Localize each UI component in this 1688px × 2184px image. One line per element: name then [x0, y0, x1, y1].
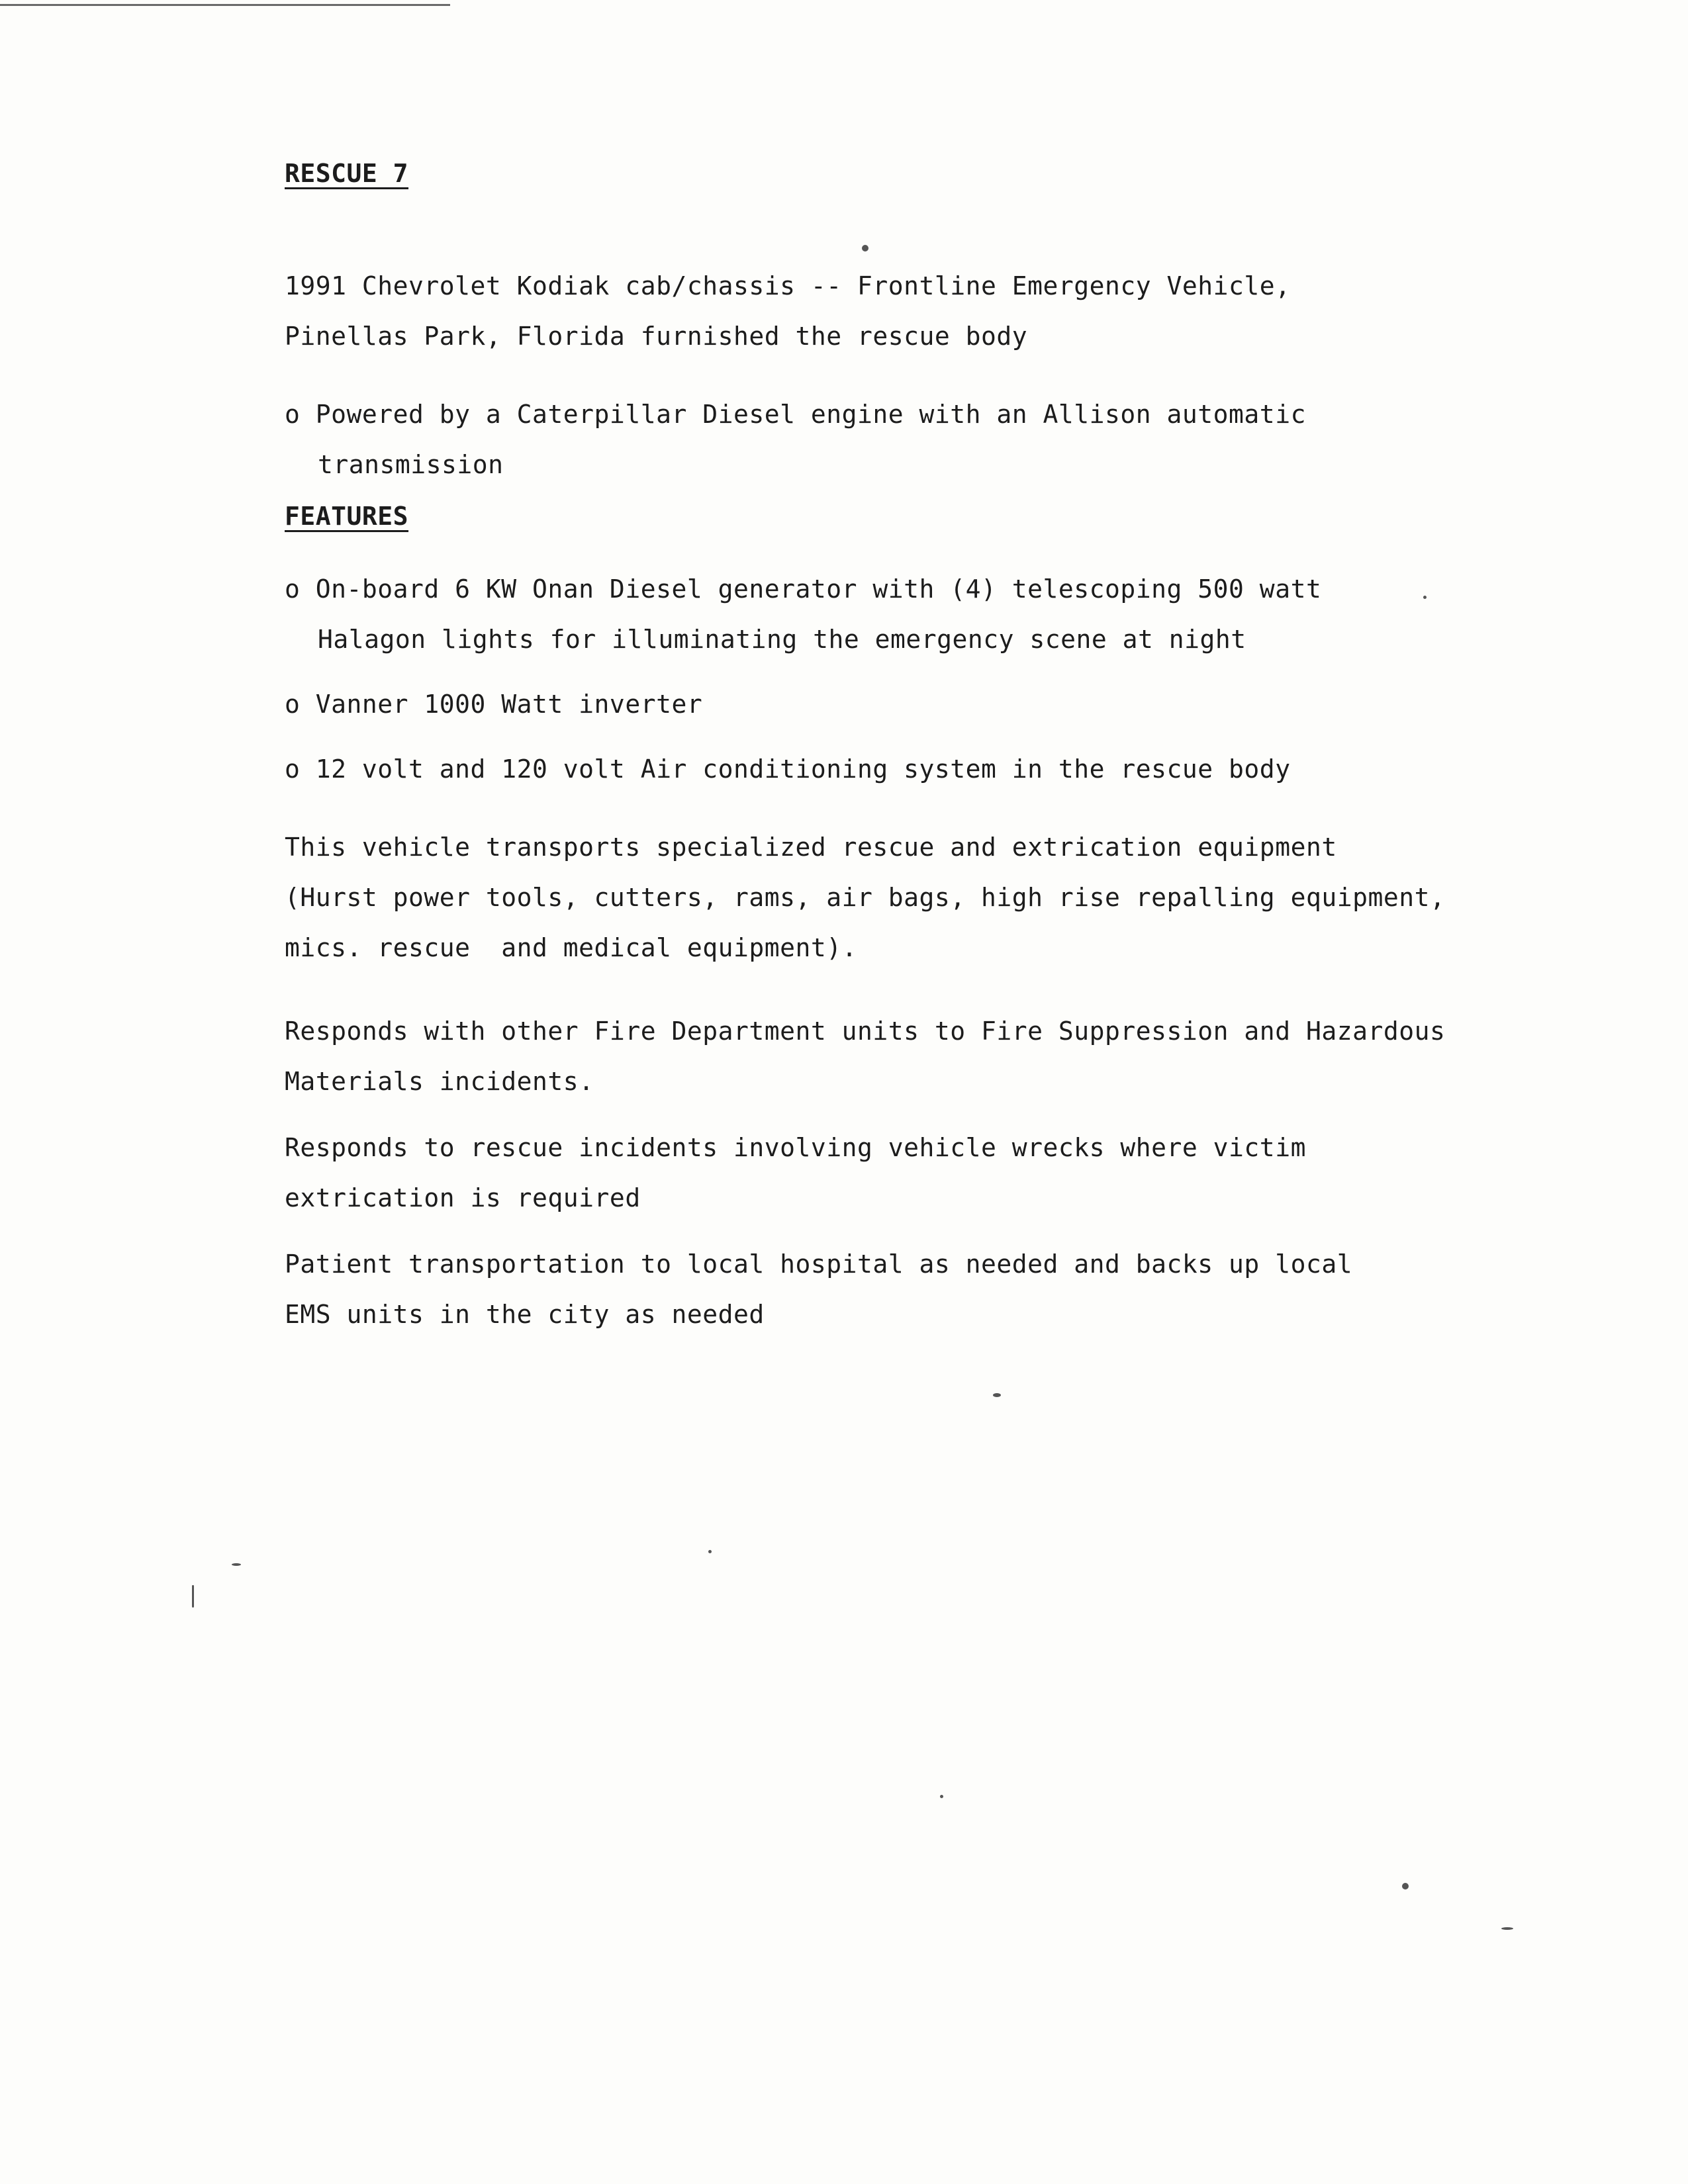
scan-speck [862, 245, 868, 251]
paragraph-line: Materials incidents. [285, 1067, 594, 1096]
scan-speck [1423, 596, 1427, 599]
scan-speck [993, 1393, 1001, 1397]
paragraph-line: (Hurst power tools, cutters, rams, air bags, high rise repalling equipment, [285, 883, 1446, 912]
feature-line: o 12 volt and 120 volt Air conditioning system in the rescue body [285, 754, 1291, 784]
rescue-response-paragraph [285, 1122, 1542, 1223]
document-page [285, 152, 1542, 1340]
powered-line: o Powered by a Caterpillar Diesel engine with an Allison automatic [285, 400, 1306, 429]
scan-speck [708, 1550, 712, 1553]
top-edge-rule [0, 4, 450, 6]
feature-line: o On-board 6 KW Onan Diesel generator with (4) telescoping 500 watt [285, 574, 1322, 604]
paragraph-line: extrication is required [285, 1183, 641, 1212]
powered-bullet [285, 389, 1542, 490]
powered-line: transmission [318, 450, 504, 479]
intro-paragraph [285, 261, 1542, 361]
document-title: RESCUE 7 [285, 159, 409, 188]
equipment-paragraph [285, 822, 1542, 973]
intro-line: Pinellas Park, Florida furnished the rescue body [285, 322, 1028, 351]
feature-line: Halagon lights for illuminating the emergency scene at night [318, 625, 1246, 654]
features-heading: FEATURES [285, 502, 409, 531]
feature-line: o Vanner 1000 Watt inverter [285, 690, 703, 719]
paragraph-line: EMS units in the city as needed [285, 1300, 765, 1329]
paragraph-line: This vehicle transports specialized rescue and extrication equipment [285, 833, 1337, 862]
scan-speck [232, 1563, 241, 1566]
fire-response-paragraph [285, 1006, 1542, 1107]
patient-transport-paragraph [285, 1239, 1542, 1340]
paragraph-line: Responds with other Fire Department units to Fire Suppression and Hazardous [285, 1017, 1446, 1046]
scan-speck [1402, 1883, 1409, 1889]
feature-bullet-air-conditioning [285, 744, 1542, 794]
scan-speck [192, 1585, 194, 1608]
feature-bullet-inverter [285, 679, 1542, 729]
intro-line: 1991 Chevrolet Kodiak cab/chassis -- Frontline Emergency Vehicle, [285, 271, 1291, 300]
paragraph-line: Responds to rescue incidents involving vehicle wrecks where victim [285, 1133, 1306, 1162]
paragraph-line: mics. rescue and medical equipment). [285, 933, 857, 962]
paragraph-line: Patient transportation to local hospital as needed and backs up local [285, 1250, 1353, 1279]
scan-speck [940, 1795, 943, 1798]
feature-bullet-generator [285, 564, 1542, 664]
scan-speck [1501, 1927, 1513, 1930]
